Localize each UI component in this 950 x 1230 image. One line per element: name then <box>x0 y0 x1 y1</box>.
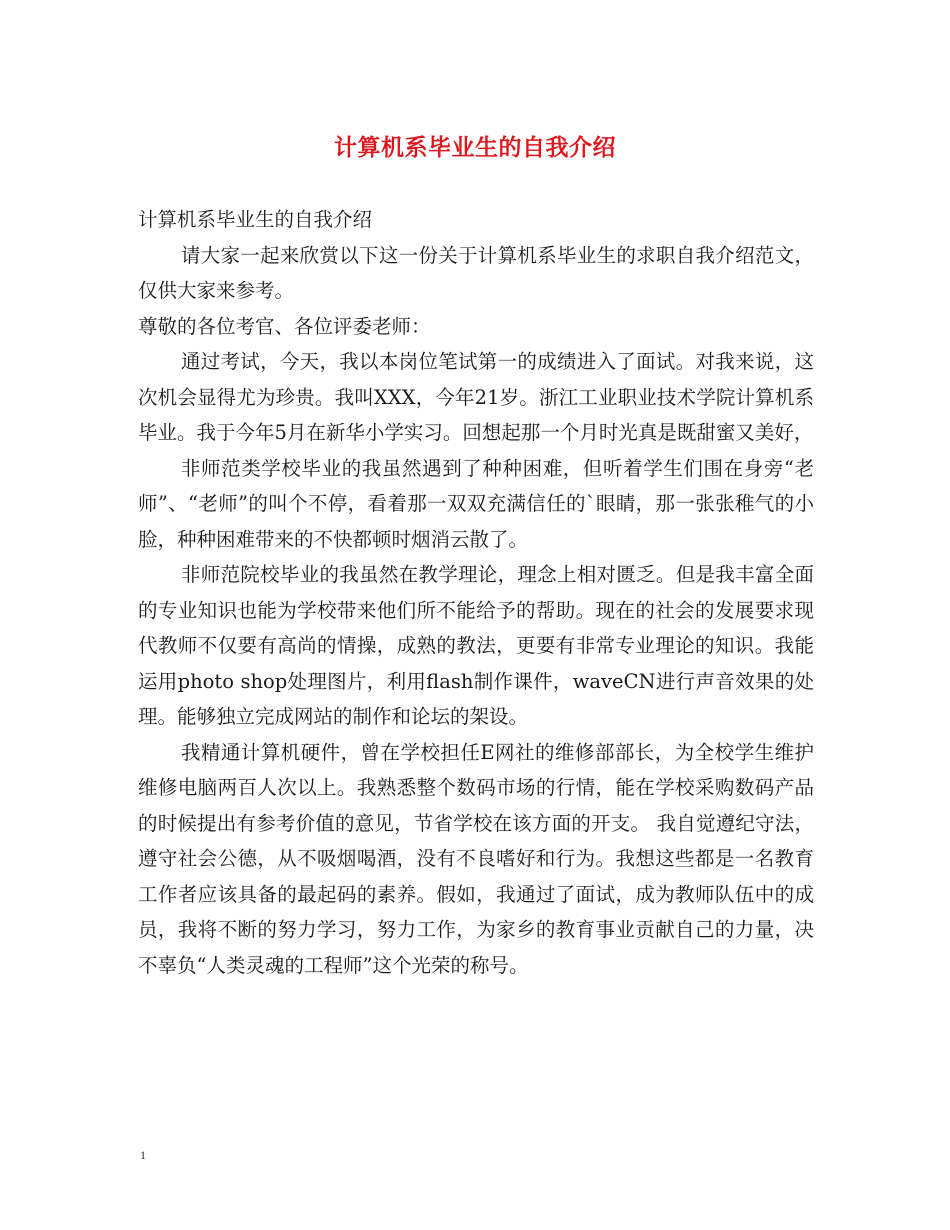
document-title: 计算机系毕业生的自我介绍 <box>334 134 616 161</box>
paragraph-heading: 计算机系毕业生的自我介绍 <box>138 208 373 231</box>
paragraph-1: 通过考试，今天，我以本岗位笔试第一的成绩进入了面试。对我来说，这次机会显得尤为珍贵。我叫XXX，今年21岁。浙江工业职业技术学院计算机系毕业。我于今年5月在新华小学实习。回想起那一个月时光真是既甜蜜又美好， <box>138 350 814 444</box>
paragraph-intro: 请大家一起来欣赏以下这一份关于计算机系毕业生的求职自我介绍范文，仅供大家来参考。 <box>138 243 814 302</box>
document-body <box>138 202 814 983</box>
paragraph-salutation: 尊敬的各位考官、各位评委老师： <box>138 314 431 338</box>
page-number: 1 <box>140 1148 146 1162</box>
paragraph-3: 非师范院校毕业的我虽然在教学理论，理念上相对匮乏。但是我丰富全面的专业知识也能为学校带来他们所不能给予的帮助。现在的社会的发展要求现代教师不仅要有高尚的情操，成熟的教法，更要有非常专业理论的知识。我能运用photo shop处理图片，利用flash制作课件，waveCN进行声音效果的处理。能够独立完成网站的制作和论坛的架设。 <box>138 563 814 728</box>
paragraph-4: 我精通计算机硬件，曾在学校担任E网社的维修部部长，为全校学生维护维修电脑两百人次以上。我熟悉整个数码市场的行情，能在学校采购数码产品的时候提出有参考价值的意见，节省学校在该方面的开支。 我自觉遵纪守法，遵守社会公德，从不吸烟喝酒，没有不良嗜好和行为。我想这些都是一名教育工作者应该具备的最起码的素养。假如，我通过了面试，成为教师队伍中的成员，我将不断的努力学习，努力工作，为家乡的教育事业贡献自己的力量，决不辜负“人类灵魂的工程师”这个光荣的称号。 <box>138 740 814 977</box>
paragraph-2: 非师范类学校毕业的我虽然遇到了种种困难，但听着学生们围在身旁“老师”、“老师”的叫个不停，看着那一双双充满信任的`眼睛，那一张张稚气的小脸，种种困难带来的不快都顿时烟消云散了。 <box>138 456 814 551</box>
